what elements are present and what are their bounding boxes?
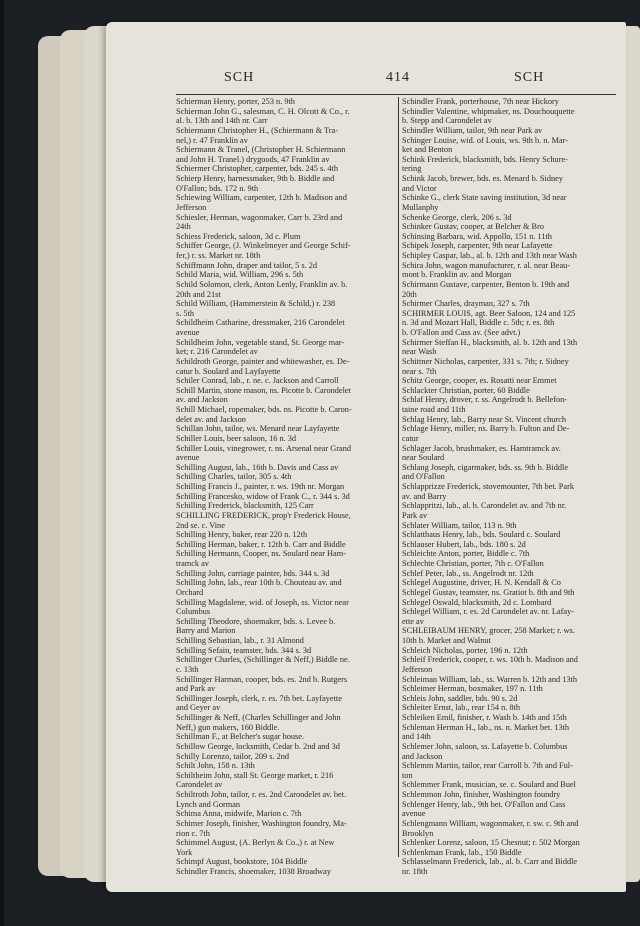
directory-line: Schillinger & Neff, (Charles Schillinger and John xyxy=(176,713,341,722)
directory-line: Schiermann & Tranel, (Christopher H. Schiermann xyxy=(176,145,346,155)
directory-line: Schiller Louis, beer saloon, 16 n. 3d xyxy=(176,433,297,443)
directory-line: nr. 18th xyxy=(402,867,428,876)
directory-line: al. b. 13th and 14th nr. Carr xyxy=(176,116,268,126)
directory-line: Schindler William, tailor, 9th near Park av xyxy=(402,125,543,135)
directory-line: Schipek Joseph, carpenter, 9th near Lafayette xyxy=(402,241,553,251)
directory-line: Schimer Joseph, finisher, Washington foundry, Ma- xyxy=(176,818,347,828)
directory-line: Schleiter Ernst, lab., rear 154 n. 8th xyxy=(402,703,520,713)
directory-line: n. 3d and Mozart Hall, Biddle c. 5th; r. es. 8th xyxy=(402,318,555,328)
directory-line: Schlef Peter, lab., ss. Angelrodt nr. 12th xyxy=(402,568,534,578)
directory-line: Schiltroth John, tailor, r. es. 2nd Carondelet av. bet. xyxy=(176,790,347,799)
directory-line: Schilling Frederick, blacksmith, 125 Carr xyxy=(176,501,314,511)
directory-line: Schilling Francesko, widow of Frank C., r. 344 s. 3d xyxy=(176,491,350,501)
directory-line: Schilt John, 158 n. 13th xyxy=(176,761,255,771)
directory-line: Schirmann Gustave, carpenter, Benton b. 19th and xyxy=(402,279,570,289)
directory-line: Schiffer George, (J. Winkelmeyer and George Schif- xyxy=(176,241,351,251)
directory-line: Schlasselmann Frederick, lab., al. b. Carr and Biddle xyxy=(402,857,578,867)
directory-line: Schilling John, carriage painter, bds. 344 s. 3d xyxy=(176,568,330,578)
directory-line: Schleif Frederick, cooper, r. ws. 10th b. Madison and xyxy=(402,655,578,665)
directory-line: Schiermer Christopher, carpenter, bds. 245 s. 4th xyxy=(176,164,339,174)
directory-line: 20th and 21st xyxy=(176,289,221,299)
directory-line: SCHLEIBAUM HENRY, grocer, 258 Market; r. ws. xyxy=(402,626,575,636)
directory-line: Schlatthaus Henry, lab., bds. Soulard c. Soulard xyxy=(402,530,561,540)
page-number: 414 xyxy=(386,70,410,85)
directory-line: Schiess Frederick, saloon, 3d c. Plum xyxy=(176,231,301,241)
directory-line: Schierman Henry, porter, 253 n. 9th xyxy=(176,97,295,106)
directory-line: near Soulard xyxy=(402,453,445,463)
directory-line: Schlage Henry, miller, ns. Barry b. Fulton and De- xyxy=(402,424,570,434)
directory-line: Schiffmann John, draper and tailor, 5 s. 2d xyxy=(176,260,317,270)
directory-line: Schild William, (Hammerstein & Schild,) r. 238 xyxy=(176,299,336,309)
directory-line: Schlag Henry, lab., Barry near St. Vincent church xyxy=(402,414,567,424)
directory-line: Schilling Sefain, teamster, bds. 344 s. 3d xyxy=(176,645,312,655)
directory-line: and O'Fallon xyxy=(402,472,445,482)
directory-line: Park av xyxy=(402,510,428,520)
directory-line: Schilling Theodore, shoemaker, bds. s. Levee b. xyxy=(176,616,336,626)
directory-line: Schildheim John, vegetable stand, St. George mar- xyxy=(176,337,345,347)
directory-line: avenue xyxy=(402,809,426,819)
directory-line: Schindler Valentine, whipmaker, ns. Douchouquette xyxy=(402,106,575,116)
directory-line: Neff,) gun makers, 160 Biddle. xyxy=(176,722,280,732)
directory-line: Schiermann Christopher H., (Schiermann & Tra- xyxy=(176,125,338,135)
directory-line: b. O'Fallon and Cass av. (See advt.) xyxy=(402,328,521,337)
directory-line: Schlemmer Frank, musician, se. c. Soulard and Buel xyxy=(402,780,576,790)
directory-line: Schleichte Anton, porter, Biddle c. 7th xyxy=(402,549,530,559)
book-binding-edge xyxy=(0,0,4,926)
directory-line: av. and Barry xyxy=(402,491,447,501)
directory-line: near s. 7th xyxy=(402,366,437,376)
directory-line: Schimmel August, (A. Berlyn & Co.,) r. at New xyxy=(176,838,335,848)
directory-line: Schinsing Barbara, wid. Appollo, 151 n. 11th xyxy=(402,231,552,241)
directory-line: Schill Martin, stone mason, ns. Picotte b. Carondelet xyxy=(176,385,351,395)
directory-line: near Wash xyxy=(402,347,437,357)
directory-line: Schild Solomon, clerk, Anton Lenly, Franklin av. b. xyxy=(176,279,348,289)
directory-line: Schlenker Lorenz, saloon, 15 Chesnut; r. 502 Morgan xyxy=(402,838,580,848)
directory-line: Schinke G., clerk State saving institution, 3d near xyxy=(402,193,567,203)
directory-line: Schirmer Charles, drayman, 327 s. 7th xyxy=(402,299,530,309)
directory-line: ton xyxy=(402,770,413,780)
directory-line: Schilling August, lab., 16th b. Davis and Cass av xyxy=(176,462,339,472)
directory-line: Lynch and Gorman xyxy=(176,799,241,809)
directory-line: Schierp Henry, harnessmaker, 9th b. Biddle and xyxy=(176,174,335,183)
left-column xyxy=(176,97,398,876)
directory-line: s. 5th xyxy=(176,308,194,318)
directory-line: Schlaf Henry, drover, r. ss. Angelrodt b. Bellefon- xyxy=(402,395,568,405)
directory-line: Schilling Herman, baker, r. 12th b. Carr and Biddle xyxy=(176,539,346,549)
directory-line: Schlengmann William, wagonmaker, r. sw. c. 9th and xyxy=(402,818,579,828)
directory-line: Schleich Nicholas, porter, 196 n. 12th xyxy=(402,645,528,655)
directory-line: Schittner Nicholas, carpenter, 331 s. 7th; r. Sidney xyxy=(402,356,569,366)
directory-line: Schierman John G., salesman, C. H. Olcott & Co., r. xyxy=(176,106,350,116)
directory-line: Schlater William, tailor, 113 n. 9th xyxy=(402,520,517,530)
directory-line: Schlappritzi, lab., al. b. Carondelet av. and 7th nr. xyxy=(402,501,567,511)
directory-line: catur b. Soulard and Layfayette xyxy=(176,366,281,376)
directory-page xyxy=(106,22,626,892)
directory-line: Jefferson xyxy=(176,202,207,212)
directory-line: 10th b. Market and Walnut xyxy=(402,636,491,645)
directory-line: ket; r. 216 Carondelet av xyxy=(176,347,258,357)
directory-line: and Jackson xyxy=(402,751,443,761)
directory-line: delet av. and Jackson xyxy=(176,414,246,424)
directory-line: avenue xyxy=(176,453,200,463)
directory-line: Schleiman William, lab., ss. Warren b. 12th and 13th xyxy=(402,674,577,684)
directory-line: Schlechte Christian, porter, 7th c. O'Fallon xyxy=(402,559,544,568)
directory-line: Schindler Francis, shoemaker, 1038 Broadway xyxy=(176,867,331,876)
directory-line: SCHIRMER LOUIS, agt. Beer Saloon, 124 and 125 xyxy=(402,308,576,318)
directory-line: Schiltheim John, stall St. George market, r. 216 xyxy=(176,770,334,780)
directory-line: taine road and 11th xyxy=(402,405,466,414)
directory-line: Brooklyn xyxy=(402,828,434,838)
header-left-guide-word: SCH xyxy=(224,70,255,85)
directory-line: Mullanphy xyxy=(402,202,439,212)
directory-line: Schiewing William, carpenter, 12th b. Madison and xyxy=(176,193,347,203)
directory-line: fer,) r. ss. Market nr. 18th xyxy=(176,251,261,260)
directory-line: Schleimer Herman, boxmaker, 197 n. 11th xyxy=(402,684,543,694)
directory-line: Schilling John, lab., rear 10th b. Chouteau av. and xyxy=(176,578,342,588)
directory-line: Schlemmon John, finisher, Washington foundry xyxy=(402,790,561,799)
directory-line: Schima Anna, midwife, Marion c. 7th xyxy=(176,809,302,819)
directory-line: 20th xyxy=(402,289,417,299)
directory-line: 24th xyxy=(176,222,191,232)
directory-line: Schlauser Hubert, lab., bds. 180 s. 2d xyxy=(402,539,526,549)
directory-line: and 14th xyxy=(402,732,431,742)
directory-line: Schilling Magdalene, wid. of Joseph, ss. Victor near xyxy=(176,597,349,607)
directory-line: Schink Jacob, brewer, bds. es. Menard b. Sidney xyxy=(402,174,563,183)
directory-line: Barry and Marion xyxy=(176,626,236,636)
directory-line: b. Stepp and Carondelet av xyxy=(402,116,492,126)
right-column xyxy=(398,97,620,876)
directory-line: Schipley Caspar, lab., al. b. 12th and 13th near Wash xyxy=(402,251,577,260)
directory-line: Schilling Hermann, Cooper, ns. Soulard near Ham- xyxy=(176,549,346,559)
directory-line: av. and Jackson xyxy=(176,395,228,405)
directory-line: Schlapprizze Frederick, stovemounter, 7th bet. Park xyxy=(402,482,575,491)
directory-line: c. 13th xyxy=(176,664,199,674)
directory-line: Schleiken Emil, finisher, r. Wash b. 14th and 15th xyxy=(402,713,567,722)
directory-line: 2nd se. c. Vine xyxy=(176,520,225,530)
directory-line: Schilling Sebastian, lab., r. 31 Almond xyxy=(176,636,304,645)
directory-line: O'Fallon; bds. 172 n. 9th xyxy=(176,183,259,193)
directory-line: Schillinger Harman, cooper, bds. es. 2nd b. Rutgers xyxy=(176,674,348,684)
directory-line: Schillow George, locksmith, Cedar b. 2nd and 3d xyxy=(176,741,340,751)
directory-line: rion c. 7th xyxy=(176,828,210,838)
directory-line: Schillman F., at Belcher's sugar house. xyxy=(176,732,305,742)
directory-line: tering xyxy=(402,164,422,174)
directory-line: Schiller Louis, vinegrower, r. ns. Arsenal near Grand xyxy=(176,443,352,453)
directory-line: Schenke George, clerk, 206 s. 3d xyxy=(402,212,512,222)
directory-line: Schillinger Charles, (Schillinger & Neff,) Biddle ne. xyxy=(176,655,350,665)
directory-line: Schitz George, cooper, es. Rosatti near Emmet xyxy=(402,376,557,386)
directory-line: Orchard xyxy=(176,587,204,597)
directory-line: and John H. Tranel.) drygoods, 47 Franklin av xyxy=(176,154,330,164)
directory-line: catur xyxy=(402,433,419,443)
directory-line: Schira John, wagon manufacturer, r. al. near Beau- xyxy=(402,260,571,270)
directory-line: and Geyer av xyxy=(176,703,221,713)
directory-line: Schleis John, saddler, bds. 90 s. 2d xyxy=(402,693,518,703)
directory-line: and Victor xyxy=(402,183,437,193)
directory-line: Schlemm Martin, tailor, rear Carroll b. 7th and Ful- xyxy=(402,761,573,771)
directory-line: Schilling Henry, baker, rear 220 n. 12th xyxy=(176,530,308,540)
directory-line: Schlemer John, saloon, ss. Lafayette b. Columbus xyxy=(402,741,568,751)
directory-line: Schinker Gustav, cooper, at Belcher & Bro xyxy=(402,222,544,232)
directory-line: Schinger Louise, wid. of Louis, ws. 9th b. n. Mar- xyxy=(402,135,568,145)
directory-line: Schlackter Christian, porter, 60 Biddle xyxy=(402,385,530,395)
directory-line: Schiesler, Herman, wagonmaker, Carr b. 23rd and xyxy=(176,212,343,222)
directory-line: ette av xyxy=(402,616,424,626)
directory-line: Schlenger Henry, lab., 9th bet. O'Fallon and Cass xyxy=(402,799,566,809)
directory-line: Schlegel Gustav, teamster, ns. Gratiot b. 8th and 9th xyxy=(402,587,575,597)
directory-line: Schimpf August, bookstore, 104 Biddle xyxy=(176,857,308,867)
directory-line: Schlegel Oswald, blacksmith, 2d c. Lombard xyxy=(402,597,552,607)
directory-line: Schillan John, tailor, ws. Menard near Layfayette xyxy=(176,424,340,434)
directory-line: Schindler Frank, porterhouse, 7th near Hickory xyxy=(402,97,559,106)
directory-line: Schleman Herman H., lab., ns. n. Market bet. 13th xyxy=(402,722,570,732)
directory-line: Carondelet av xyxy=(176,780,223,790)
directory-line: Schlenkman Frank, lab., 150 Biddle xyxy=(402,847,522,857)
directory-line: York xyxy=(176,847,193,857)
directory-line: Schlegel Augustine, driver, H. N. Kendall & Co xyxy=(402,578,561,588)
directory-line: Schilly Lorenzo, tailor, 209 s. 2nd xyxy=(176,751,290,761)
directory-line: tramck av xyxy=(176,559,209,568)
directory-line: Schiler Conrad, lab., r. ne. c. Jackson and Carroll xyxy=(176,376,339,386)
directory-line: SCHILLING FREDERICK, prop'r Frederick House, xyxy=(176,510,351,520)
header-right-guide-word: SCH xyxy=(514,70,545,85)
directory-line: mont b. Franklin av. and Morgan xyxy=(402,270,512,280)
directory-line: Schlang Joseph, cigarmaker, bds. ss. 9th b. Biddle xyxy=(402,462,569,472)
directory-line: Schlegel William, r. es. 2d Carondelet av. nr. Lafay- xyxy=(402,607,575,617)
directory-line: Schilling Charles, tailor, 305 s. 4th xyxy=(176,472,292,482)
directory-line: Schilling Francis J., painter, r. ws. 19th nr. Morgan xyxy=(176,482,345,491)
directory-line: and Park av xyxy=(176,684,216,694)
directory-line: Schink Frederick, blacksmith, bds. Henry Schure- xyxy=(402,154,568,164)
directory-line: Jefferson xyxy=(402,664,433,674)
page-header xyxy=(106,70,626,92)
header-rule xyxy=(176,94,616,95)
directory-line: Schill Michael, ropemaker, bds. ns. Picotte b. Caron- xyxy=(176,405,352,414)
directory-line: Schlager Jacob, brushmaker, es. Hamtramck av. xyxy=(402,443,561,453)
directory-line: Schild Maria, wid. William, 296 s. 5th xyxy=(176,270,304,280)
directory-line: ket and Benton xyxy=(402,145,453,155)
directory-line: Schildroth George, painter and whitewasher, es. De- xyxy=(176,356,350,366)
directory-line: nel,) r. 47 Franklin av xyxy=(176,135,248,145)
directory-line: Schildheim Catharine, dressmaker, 216 Carondelet xyxy=(176,318,345,328)
directory-line: Schillinger Joseph, clerk, r. es. 7th bet. Layfayette xyxy=(176,693,342,703)
directory-line: Schirmer Steffan H., blacksmith, al. b. 12th and 13th xyxy=(402,337,578,347)
directory-line: avenue xyxy=(176,328,200,337)
directory-line: Columbus xyxy=(176,607,211,617)
